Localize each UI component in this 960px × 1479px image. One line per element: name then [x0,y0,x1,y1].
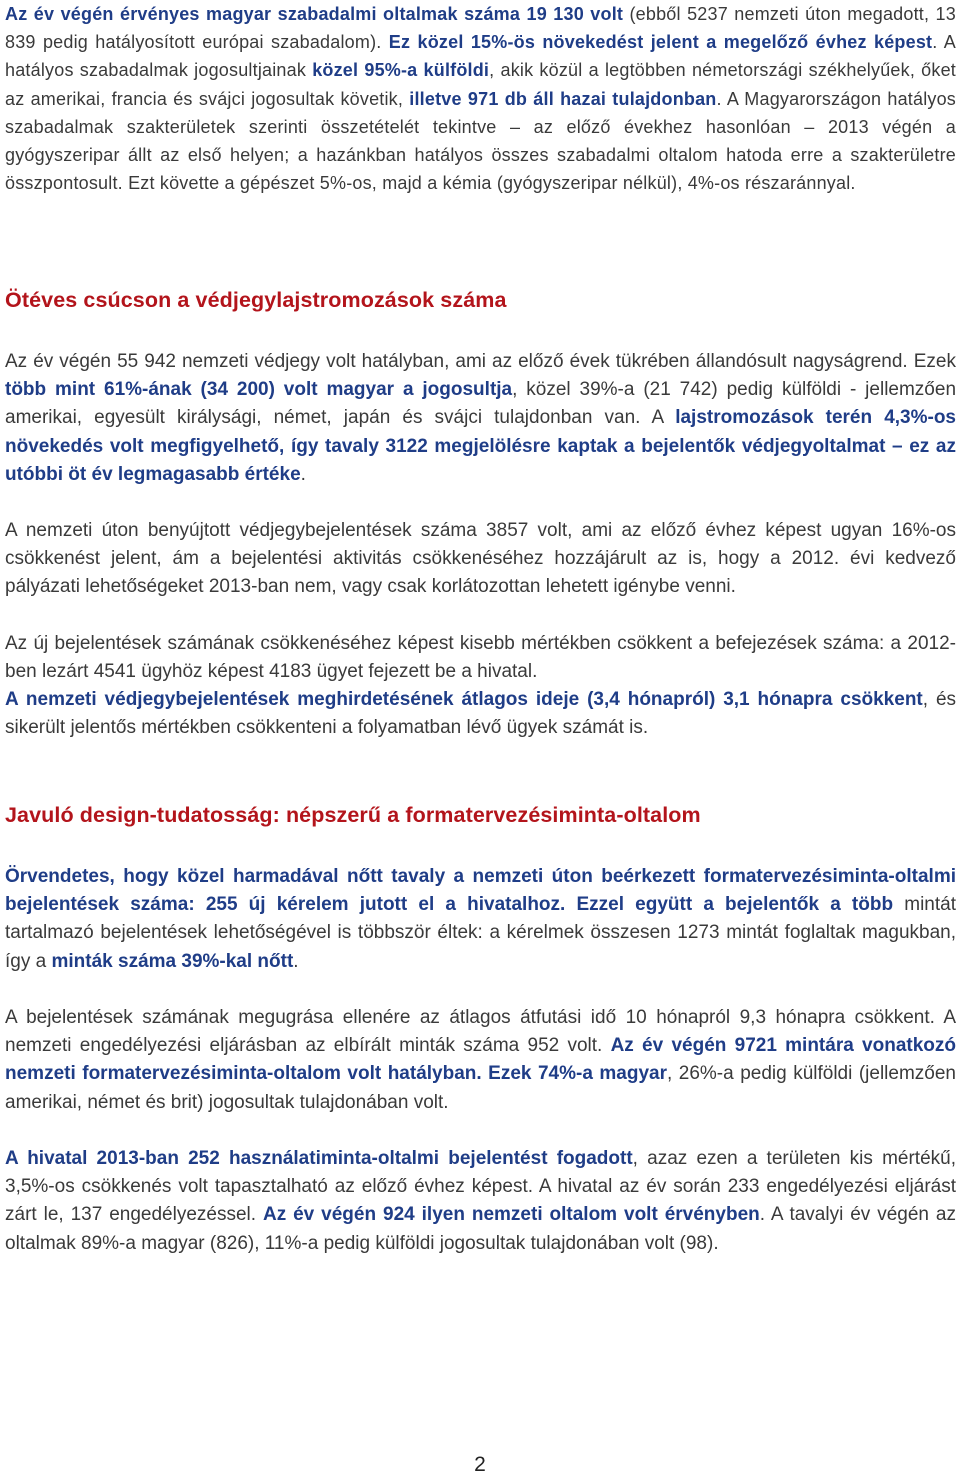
paragraph-trademark-stats [5,348,956,489]
paragraph-trademark-applications [5,517,956,602]
paragraph-trademark-completions [5,630,956,686]
body-text: , azaz ezen a területen kis mértékű, 3,5%-os csökkenés volt tapasztalható az előző évhez képest. A hivatal az év során 233 engedélyezési eljárást zárt le, 137 engedélyezéssel. [5,1148,956,1226]
body-text: A bejelentések számának megugrása ellenére az átlagos átfutási idő 10 hónapról 9,3 hónapra csökkent. A nemzeti engedélyezési eljárásban az elbírált minták száma 952 volt. [5,1007,956,1057]
heading-trademarks: Ötéves csúcson a védjegylajstromozások száma [5,288,507,312]
body-text: . A hatályos szabadalmak jogosultjainak [5,32,956,81]
body-text: , közel 39%-a (21 742) pedig külföldi - jellemzően amerikai, egyesült királysági, német, japán és svájci tulajdonban van. A [5,379,957,429]
emphasis-text: lajstromozások terén 4,3%-os növekedés volt megfigyelhető, így tavaly 3122 megjelölésre kaptak a bejelentők védjegyoltalmat – ez az utóbbi öt év legmagasabb értéke [5,407,956,485]
body-text: (ebből 5237 nemzeti úton megadott, 13 839 pedig hatályosított európai szabadalom). [5,4,956,53]
body-text: . [293,950,299,972]
body-text: , 26%-a pedig külföldi (jellemzően amerikai, német és brit) jogosultak tulajdonában volt. [5,1063,956,1113]
body-text: , és sikerült jelentős mértékben csökkenteni a folyamatban lévő ügyek számát is. [5,689,957,739]
body-text: A nemzeti úton benyújtott védjegybejelentések száma 3857 volt, ami az előző évhez képest ugyan 16%-os csökkenést jelent, ám a bejelentési aktivitás csökkenéséhez hozzájárult az is, hogy a 2012. évi kedvező pályázati lehetőségeket 2013-ban nem, vagy csak korlátozottan lehetett igénybe venni. [5,520,956,598]
emphasis-text: közel 95%-a külföldi [312,60,490,81]
paragraph-design-processing [5,1004,956,1117]
emphasis-text: Az év végén 924 ilyen nemzeti oltalom volt érvényben [262,1204,760,1226]
emphasis-text: A nemzeti védjegybejelentések meghirdetésének átlagos ideje (3,4 hónapról) 3,1 hónapra csökkent [5,689,923,710]
emphasis-text: illetve 971 db áll hazai tulajdonban [409,88,717,109]
body-text: mintát tartalmazó bejelentések lehetőségével is többször éltek: a kérelmek összesen 1273 mintát foglaltak magukban, így a [5,894,956,972]
emphasis-text: A hivatal 2013-ban 252 használatiminta-oltalmi bejelentést fogadott [5,1148,633,1169]
paragraph-trademark-publication-time [5,686,956,742]
paragraph-design-applications [5,863,956,976]
paragraph-patents [5,0,956,197]
body-text: . [300,463,306,485]
emphasis-text: Ez közel 15%-ös növekedést jelent a megelőző évhez képest [388,32,933,53]
paragraph-utility-models [5,1145,956,1258]
emphasis-text: Az év végén 9721 mintára vonatkozó nemzeti formatervezésiminta-oltalom volt hatályban. Ezek 74%-a magyar [5,1035,956,1085]
body-text: . A Magyarországon hatályos szabadalmak szakterületek szerinti összetételét tekintve – az előző évekhez hasonlóan – 2013 végén a gyógyszeripar állt az első helyen; a hazánkban hatályos összes szabadalmi oltalom hatoda erre a szakterületre összpontosult. Ezt követte a gépészet 5%-os, majd a kémia (gyógyszeripar nélkül), 4%-os részaránnyal. [5,88,956,194]
emphasis-text: Az év végén érvényes magyar szabadalmi oltalmak száma 19 130 volt [5,4,624,24]
emphasis-text: több mint 61%-ának (34 200) volt magyar a jogosultja [5,379,513,401]
body-text: . A tavalyi év végén az oltalmak 89%-a magyar (826), 11%-a pedig külföldi jogosultak tulajdonában volt (98). [5,1204,956,1254]
body-text: Az új bejelentések számának csökkenéséhez képest kisebb mértékben csökkent a befejezések száma: a 2012-ben lezárt 4541 ügyhöz képest 4183 ügyet fejezett be a hivatal. [5,633,956,683]
body-text: , akik közül a legtöbben németországi székhelyűek, őket az amerikai, francia és svájci jogosultak követik, [5,60,956,109]
heading-designs: Javuló design-tudatosság: népszerű a formatervezésiminta-oltalom [5,803,701,827]
page-number: 2 [474,1453,486,1476]
emphasis-text: Örvendetes, hogy közel harmadával nőtt tavaly a nemzeti úton beérkezett formatervezésiminta-oltalmi bejelentések száma: 255 új kérelem jutott el a hivatalhoz. Ezzel együtt a bejelentők a több [5,866,956,916]
body-text: Az év végén 55 942 nemzeti védjegy volt hatályban, ami az előző évek tükrében állandósult nagyságrend. Ezek [5,351,956,372]
emphasis-text: minták száma 39%-kal nőtt [51,950,294,972]
